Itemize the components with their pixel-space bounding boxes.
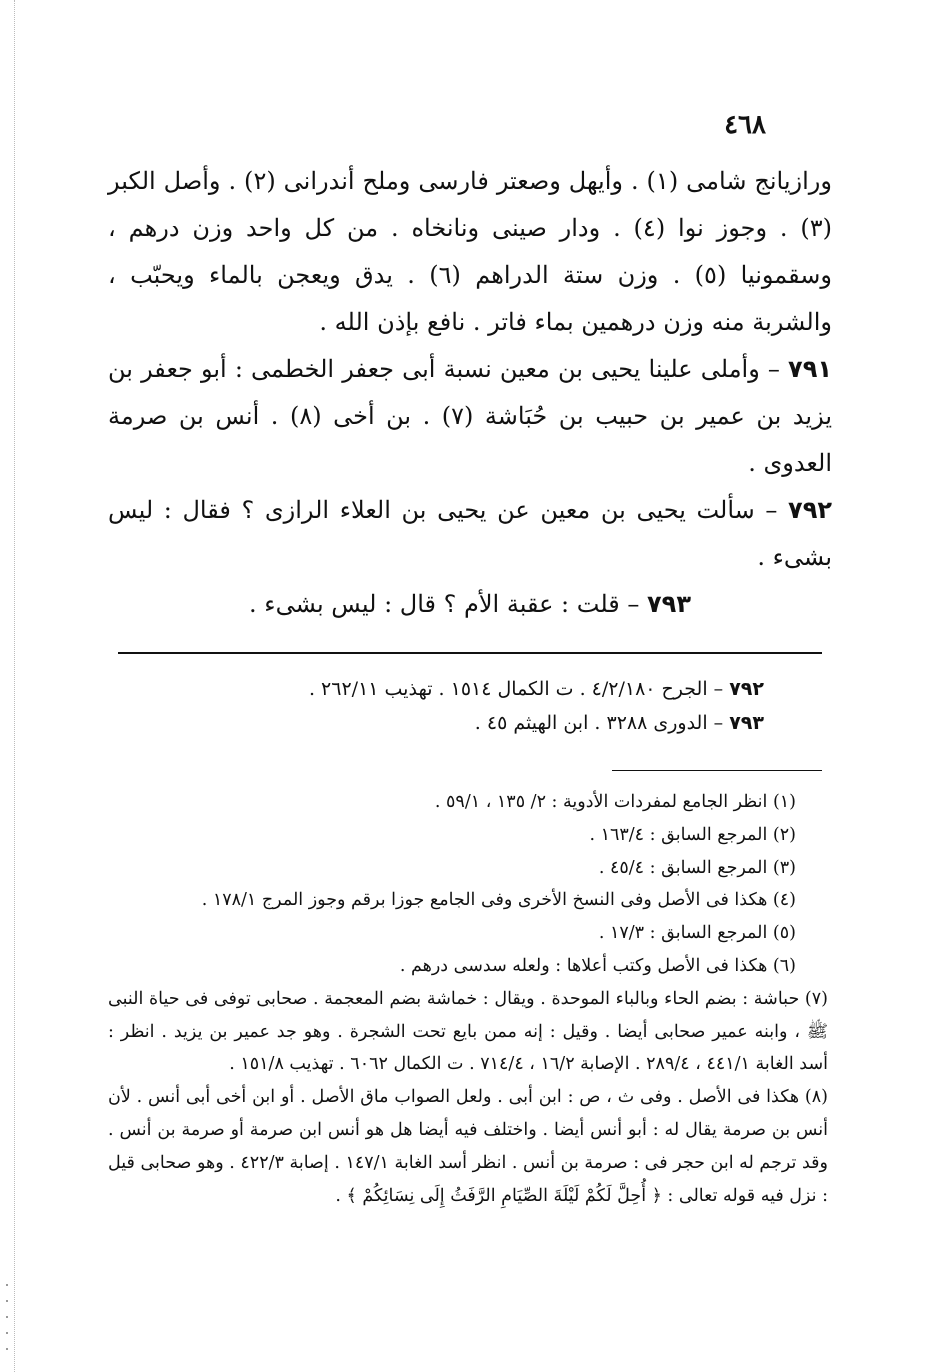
entry-793-number: ٧٩٣ — [647, 590, 691, 618]
main-separator-rule — [118, 652, 822, 654]
footnote-5: (٥) المرجع السابق : ١٧/٣ . — [598, 923, 796, 944]
entry-793 — [108, 581, 832, 628]
entry-791 — [108, 346, 832, 487]
footnote-8: (٨) هكذا فى الأصل . وفى ث ، ص : ابن أبى . ولعل الصواب ماق الأصل . أو ابن أخى أبى أنس . لأن أنس بن صرمة يقال له : أبو أنس أيضا . واختلف فيه أيضا هل هو أنس ابن صرمة أو صرمة بن أنس . وقد ترجم له ابن حجر فى : صرمة بن أنس . انظر أسد الغابة ١٤٧/١ . إصابة ٤٢٢/٣ . وهو صحابى قيل : نزل فيه قوله تعالى : ﴿ أُحِلَّ لَكُمْ لَيْلَةَ الصِّيَامِ الرَّفَثُ إِلَى نِسَائِكُمْ ﴾ . — [108, 1087, 828, 1206]
entry-792-number: ٧٩٢ — [788, 496, 832, 524]
source-793-text: – الدورى ٣٢٨٨ . ابن الهيثم ٤٥ . — [474, 712, 730, 734]
page-number: ٤٦٨ — [724, 110, 766, 140]
source-793-number: ٧٩٣ — [729, 712, 764, 734]
sources-block — [140, 672, 764, 740]
source-792 — [140, 672, 764, 706]
entry-791-number: ٧٩١ — [788, 355, 832, 383]
footnote-separator-rule — [612, 770, 822, 771]
scan-edge-dots — [14, 0, 15, 1372]
footnote-7: (٧) حباشة : بضم الحاء وبالباء الموحدة . ويقال : خماشة بضم المعجمة . صحابى توفى فى حياة النبى ﷺ ، وابنه عمير صحابى أيضا . وقيل : إنه ممن بايع تحت الشجرة . وهو جد عمير بن يزيد . انظر : أسد الغابة ٤٤١/١ ، ٢٨٩/٤ . الإصابة ١٦/٢ ، ٧١٤/٤ . ت الكمال ٦٠٦٢ . تهذيب ١٥١/٨ . — [108, 988, 828, 1075]
scan-edge-marks — [6, 1270, 26, 1370]
footnote-6: (٦) هكذا فى الأصل وكتب أعلاها : ولعله سدسى درهم . — [399, 955, 796, 976]
source-792-number: ٧٩٢ — [729, 678, 764, 700]
source-792-text: – الجرح ٤/٢/١٨٠ . ت الكمال ١٥١٤ . تهذيب ٢٦٢/١١ . — [308, 678, 730, 700]
main-text — [108, 158, 832, 628]
entry-791-text: – وأملى علينا يحيى بن معين نسبة أبى جعفر الخطمى : أبو جعفر بن يزيد بن عمير بن حبيب بن حُبَاشة (٧) . بن أخى (٨) . أنس بن صرمة العدوى . — [108, 355, 833, 477]
entry-792-text: – سألت يحيى بن معين عن يحيى بن العلاء الرازى ؟ فقال : ليس بشىء . — [108, 496, 832, 571]
footnote-2: (٢) المرجع السابق : ١٦٣/٤ . — [589, 824, 796, 845]
footnotes-block — [108, 786, 828, 1212]
source-793 — [140, 706, 764, 740]
footnote-1: (١) انظر الجامع لمفردات الأدوية : ٢/ ١٣٥ ، ٥٩/١ . — [434, 792, 796, 812]
entry-793-text: – قلت : عقبة الأم ؟ قال : ليس بشىء . — [249, 590, 648, 618]
footnote-4: (٤) هكذا فى الأصل وفى النسخ الأخرى وفى الجامع جوزا برقم وجوز المرج ١٧٨/١ . — [201, 890, 796, 911]
footnote-3: (٣) المرجع السابق : ٤٥/٤ . — [598, 857, 796, 878]
entry-792 — [108, 487, 832, 581]
paragraph-continuation: ورازيانج شامى (١) . وأيهل وصعتر فارسى وملح أندرانى (٢) . وأصل الكبر (٣) . وجوز نوا (٤) . ودار صينى ونانخاه . من كل واحد وزن درهم ، وسقمونيا (٥) . وزن ستة الدراهم (٦) . يدق ويعجن بالماء ويحبّب ، والشربة منه وزن درهمين بماء فاتر . نافع بإذن الله . — [108, 167, 833, 336]
